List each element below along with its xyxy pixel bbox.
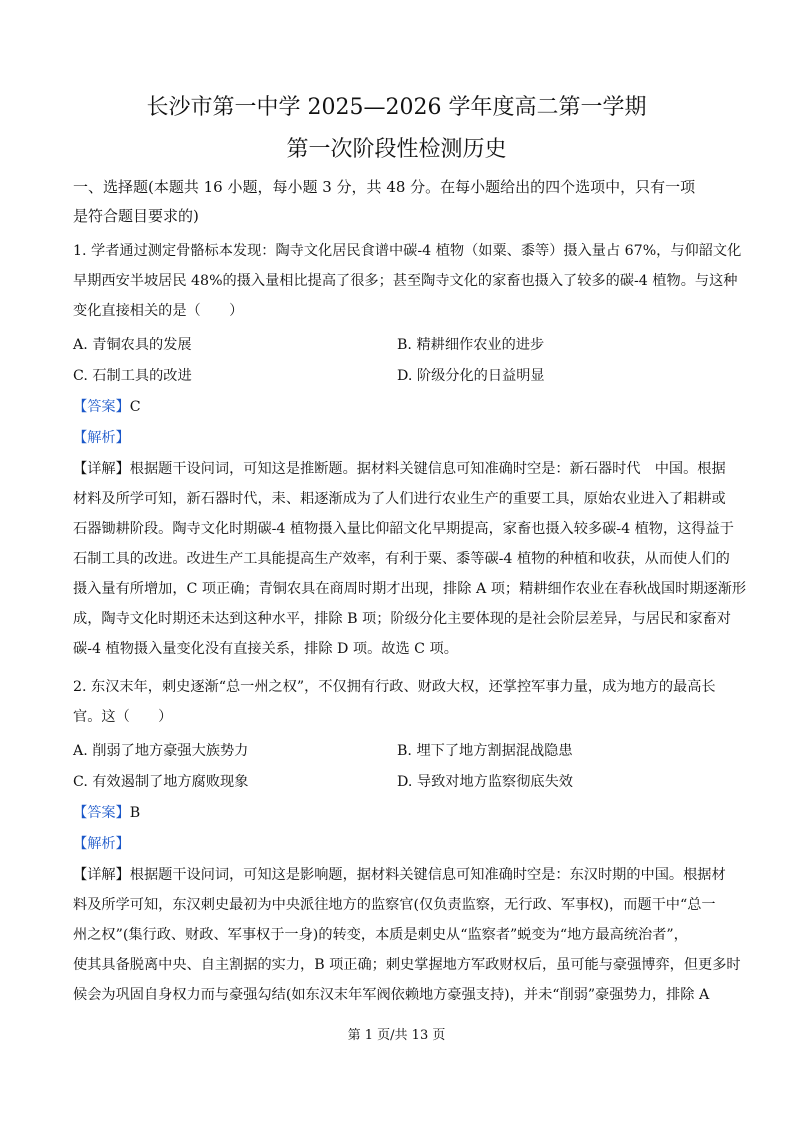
q1-detail-line: 材料及所学可知，新石器时代，耒、耜逐渐成为了人们进行农业生产的重要工具，原始农业进入了耜耕或 (73, 491, 726, 507)
q2-detail-line: 候会为巩固自身权力而与豪强勾结(如东汉末年军阀依赖地方豪强支持)，并未“削弱”豪强势力，排除 A (73, 987, 710, 1003)
analysis-label: 【解析】 (73, 836, 130, 852)
q2-option-a: A. 削弱了地方豪强大族势力 (73, 743, 249, 759)
section-instructions-line2: 是符合题目要求的) (73, 207, 199, 225)
answer-label: 【答案】 (73, 805, 130, 821)
q2-detail-line: 料及所学可知，东汉刺史最初为中央派往地方的监察官(仅负责监察，无行政、军事权)，而题干中“总一 (73, 897, 716, 913)
q1-stem-line: 早期西安半坡居民 48%的摄入量相比提高了很多；甚至陶寺文化的家畜也摄入了较多的碳-4 植物。与这种 (73, 273, 738, 289)
q1-stem-line: 变化直接相关的是（ ） (73, 303, 244, 319)
q2-option-d: D. 导致对地方监察彻底失效 (397, 774, 573, 790)
q1-answer (73, 397, 141, 417)
exam-title-line2: 第一次阶段性检测历史 (286, 137, 507, 162)
q1-option-b: B. 精耕细作农业的进步 (397, 337, 545, 353)
q2-analysis-label (73, 834, 130, 854)
q1-detail-line: 【详解】根据题干设问词，可知这是推断题。据材料关键信息可知准确时空是：新石器时代 中国。根据 (73, 461, 726, 477)
page-number-footer: 第 1 页/共 13 页 (347, 1028, 446, 1043)
section-instructions-line1: 一、选择题(本题共 16 小题，每小题 3 分，共 48 分。在每小题给出的四个选项中，只有一项 (73, 178, 696, 196)
q1-detail-line: 石制工具的改进。改进生产工具能提高生产效率，有利于粟、黍等碳-4 植物的种植和收获，从而使人们的 (73, 551, 730, 567)
q2-option-c: C. 有效遏制了地方腐败现象 (73, 774, 249, 790)
q2-detail-line: 【详解】根据题干设问词，可知这是影响题，据材料关键信息可知准确时空是：东汉时期的中国。根据材 (73, 867, 726, 883)
answer-value: B (129, 805, 141, 821)
q2-detail-line: 州之权”(集行政、财政、军事权于一身)的转变，本质是刺史从“监察者”蜕变为“地方最高统治者”， (73, 927, 688, 943)
analysis-label: 【解析】 (73, 430, 130, 446)
q2-option-b: B. 埋下了地方割据混战隐患 (397, 743, 573, 759)
q2-stem-line: 官。这（ ） (73, 709, 173, 725)
answer-value: C (129, 399, 141, 415)
q2-detail-line: 使其具备脱离中央、自主割据的实力，B 项正确；刺史掌握地方军政财权后，虽可能与豪强博弈，但更多时 (73, 957, 741, 973)
q2-answer (73, 803, 140, 823)
q1-option-a: A. 青铜农具的发展 (73, 337, 192, 353)
q1-option-c: C. 石制工具的改进 (73, 368, 192, 384)
q1-detail-line: 石器锄耕阶段。陶寺文化时期碳-4 植物摄入量比仰韶文化早期提高，家畜也摄入较多碳-4 植物，这得益于 (73, 521, 734, 537)
q1-detail-line: 摄入量有所增加，C 项正确；青铜农具在商周时期才出现，排除 A 项；精耕细作农业在春秋战国时期逐渐形 (73, 581, 747, 597)
exam-title-line1: 长沙市第一中学 2025—2026 学年度高二第一学期 (146, 95, 647, 120)
q1-option-d: D. 阶级分化的日益明显 (397, 368, 545, 384)
q1-detail-line: 碳-4 植物摄入量变化没有直接关系，排除 D 项。故选 C 项。 (73, 641, 458, 657)
q1-detail-line: 成，陶寺文化时期还未达到这种水平，排除 B 项；阶级分化主要体现的是社会阶层差异，与居民和家畜对 (73, 611, 731, 627)
q1-stem-line: 1. 学者通过测定骨骼标本发现：陶寺文化居民食谱中碳-4 植物（如粟、黍等）摄入量占 67%，与仰韶文化 (73, 243, 742, 259)
answer-label: 【答案】 (73, 399, 130, 415)
q1-analysis-label (73, 428, 130, 448)
q2-stem-line: 2. 东汉末年，刺史逐渐“总一州之权”，不仅拥有行政、财政大权，还掌控军事力量，成为地方的最高长 (73, 679, 716, 695)
